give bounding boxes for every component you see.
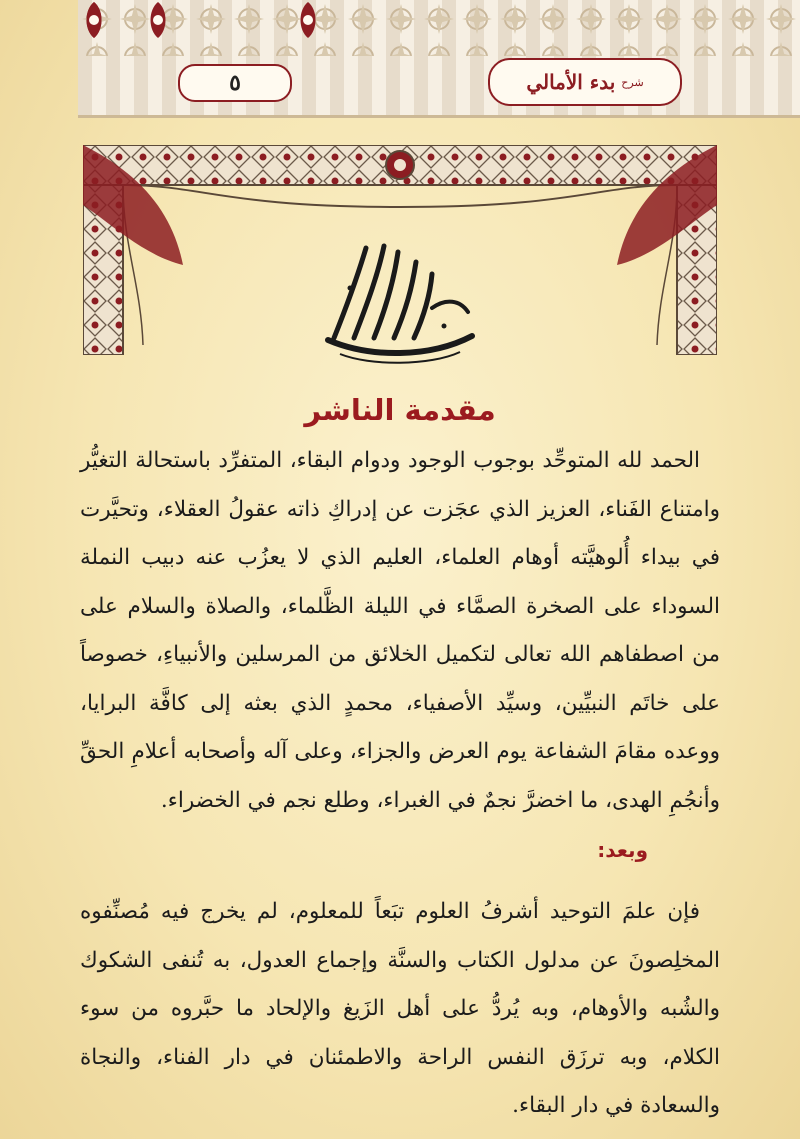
floral-ornament-icon [142,0,174,40]
subheading: وبعد: [597,838,648,862]
book-title-text: بدء الأمالي [526,70,616,94]
basmala-calligraphy-icon [320,228,480,368]
body-text [80,888,720,1131]
floral-ornament-icon [292,0,324,40]
book-title-prefix: شرح [621,75,644,89]
paragraph: فإن علمَ التوحيد أشرفُ العلوم تبَعاً للمعلوم، لم يخرج فيه مُصنِّفوه المخلِصونَ عن مدلول الكتاب والسنَّة وإجماع العدول، به تُنفى الشكوك والشُبه والأوهام، وبه يُردُّ على أهل الزَيغ والإلحاد ما حبَّروه من سوء الكلام، وبه ترزَق النفس الراحة والاطمئنان في دار الفناء، والنجاة والسعادة في دار البقاء. [80,899,720,1118]
section-title: مقدمة الناشر [304,393,496,427]
paragraph: الحمد لله المتوحِّد بوجوب الوجود ودوام البقاء، المتفرِّد باستحالة التغيُّر وامتناع الفَناء، العزيز الذي عجَزت عن إدراكِ ذاته عقولُ العقلاء، وتحيَّرت في بيداء أُلوهيَّته أوهام العلماء، العليم الذي لا يعزُب عنه دبيب النملة السوداء على الصخرة الصمَّاء في الليلة الظَّلماء، والصلاة والسلام على من اصطفاهم الله تعالى لتكميل الخلائق من المرسلين والأنبياءِ، خصوصاً على خاتَم النبيِّين، وسيِّد الأصفياء، محمدٍ الذي بعثه إلى كافَّة البرايا، ووعده مقامَ الشفاعة يوم العرض والجزاء، وعلى آله وأصحابه أعلامِ الحقِّ وأنجُمِ الهدى، ما اخضرَّ نجمٌ في الغبراء، وطلع نجم في الخضراء. [80,448,720,813]
page-header [78,0,800,118]
page-number: ٥ [178,64,292,102]
book-title [488,58,682,106]
intro-text [80,437,720,825]
floral-ornament-icon [78,0,110,40]
